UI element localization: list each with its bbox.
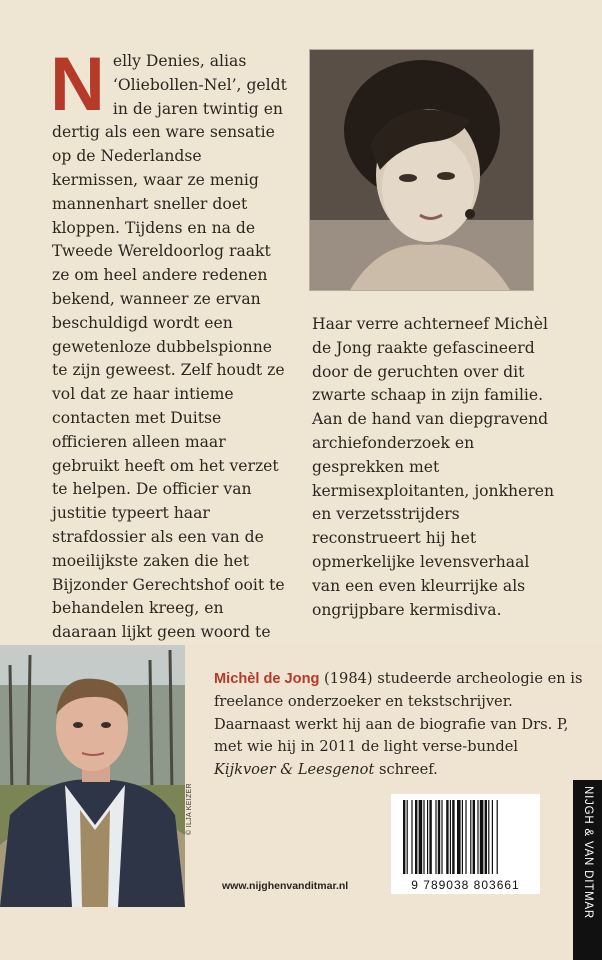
portrait-photo-vintage: [310, 50, 533, 290]
blurb-right-column: Haar verre achterneef Michèl de Jong raakte gefascineerd door de geruchten over dit zwarte schaap in zijn familie. Aan de hand van diepgravend archiefonderzoek en gesprekken met kermisexploitanten, jonkheren en verzetsstrijders reconstrueert hij het opmerkelijke levensverhaal van een even kleurrijke als ongrijpbare kermisdiva.: [312, 315, 555, 619]
author-photo: [0, 645, 185, 907]
author-name: Michèl de Jong: [214, 671, 320, 687]
author-bio-text-1: (1984) studeerde archeologie en is freelance onderzoeker en tekstschrijver. Daarnaast werkt hij aan de biografie van Drs. P, met wie hij in 2011 de light verse-bundel: [214, 670, 583, 756]
book-title-italic: Kijkvoer & Leesgenot: [214, 761, 375, 779]
drop-cap: N: [50, 42, 105, 127]
author-bio-text-2: schreef.: [374, 761, 438, 779]
isbn-barcode: [391, 794, 540, 894]
author-bio: [214, 668, 584, 782]
blurb-left-column: [50, 42, 292, 669]
blurb-left-text: elly Denies, alias ‘Oliebollen-Nel’, geldt in de jaren twintig en dertig als een ware sensatie op de Nederlandse kermissen, waar ze menig mannenhart sneller doet kloppen. Tijdens en na de Tweede Wereldoorlog raakt ze om heel andere redenen bekend, wanneer ze ervan beschuldigd wordt een gewetenloze dubbelspionne te zijn geweest. Zelf houdt ze vol dat ze haar intieme contacten met Duitse officieren alleen maar gebruikt heeft om het verzet te helpen. De officier van justitie typeert haar strafdossier als een van de moeilijkste zaken die het Bijzonder Gerechtshof ooit te behandelen kreeg, en daaraan lijkt geen woord te: [52, 52, 287, 642]
publisher-website: www.nijghenvanditmar.nl: [222, 880, 349, 892]
publisher-logo-text: NIJGH & VAN DITMAR: [582, 786, 594, 920]
barcode-bars: [391, 794, 540, 878]
barcode-number: 9 789038 803661: [411, 878, 520, 892]
photo-credit: © ILJA KEIZER: [186, 783, 193, 835]
